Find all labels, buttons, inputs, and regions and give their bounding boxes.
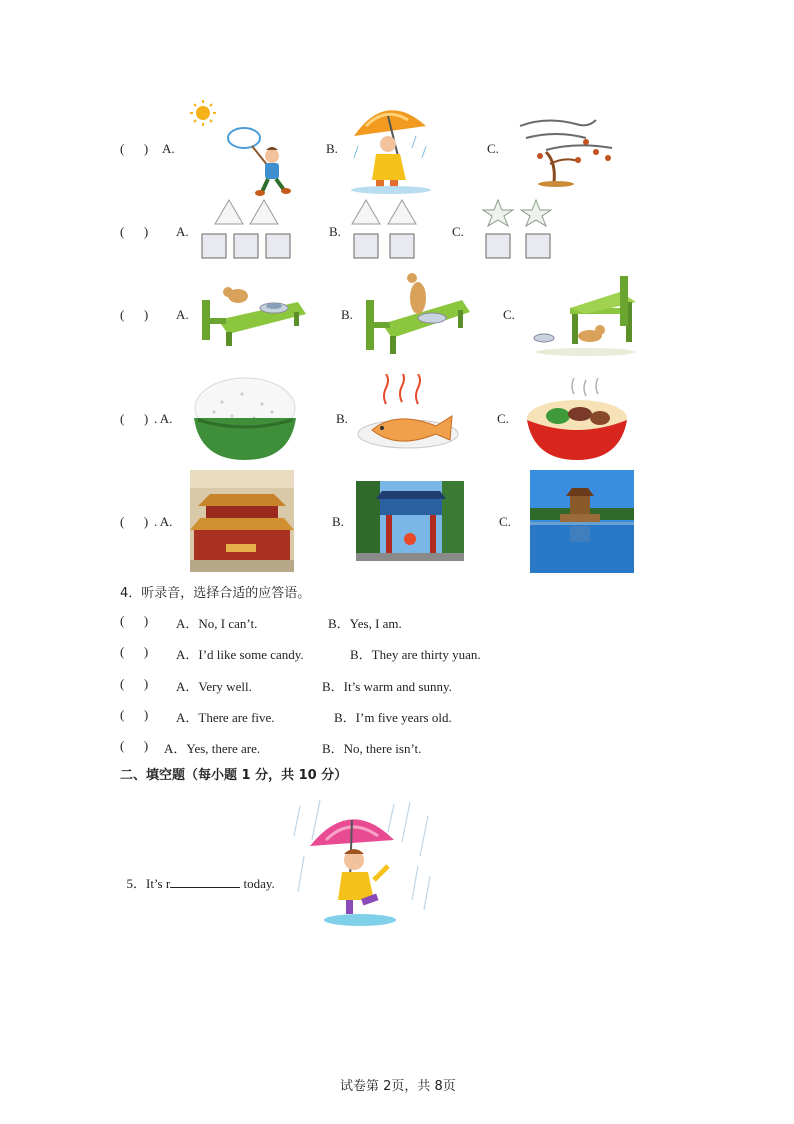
two-stars-two-squares-image	[480, 198, 556, 262]
option-b-text: B．It’s warm and sunny.	[322, 679, 452, 694]
answer-paren[interactable]: ( )	[120, 307, 149, 322]
option-b-text: B．No, there isn’t.	[322, 741, 422, 756]
page-footer: 试卷第 2页，共 8页	[340, 1079, 456, 1094]
answer-paren[interactable]: ( )	[120, 676, 149, 691]
forbidden-city-photo	[190, 470, 294, 572]
option-a-text: A．No, I can’t.	[176, 616, 258, 631]
girl-umbrella-rain-image	[346, 96, 436, 196]
option-a-label: . A.	[154, 411, 173, 426]
two-triangles-three-squares-image	[198, 198, 298, 262]
fish-dish-image	[356, 374, 460, 454]
two-triangles-two-squares-image	[350, 198, 420, 262]
question-5-prefix: 5．It’s r	[126, 876, 171, 891]
option-a-label: A.	[162, 141, 175, 156]
answer-paren[interactable]: ( )	[120, 613, 149, 628]
option-b-text: B．I’m five years old.	[334, 710, 452, 725]
answer-paren[interactable]: ( )	[120, 411, 149, 426]
answer-paren[interactable]: ( )	[120, 738, 149, 753]
option-c-label: C.	[487, 141, 499, 156]
option-b-label: B.	[329, 224, 341, 239]
option-b-label: B.	[332, 514, 344, 529]
answer-paren[interactable]: ( )	[120, 141, 149, 156]
cat-under-table-image	[530, 272, 638, 358]
option-a-label: A.	[176, 307, 189, 322]
option-b-text: B．Yes, I am.	[328, 616, 402, 631]
answer-paren[interactable]: ( )	[120, 644, 149, 659]
beef-noodles-image	[524, 374, 630, 464]
girl-umbrella-rain-image	[290, 796, 436, 932]
section-2-title: 二、填空题（每小题 1 分，共 10 分）	[120, 768, 348, 783]
option-a-text: A．Very well.	[176, 679, 252, 694]
option-b-label: B.	[326, 141, 338, 156]
option-a-text: A．I’d like some candy.	[176, 647, 304, 662]
answer-paren[interactable]: ( )	[120, 224, 149, 239]
option-c-label: C.	[452, 224, 464, 239]
answer-paren[interactable]: ( )	[120, 514, 149, 529]
answer-paren[interactable]: ( )	[120, 707, 149, 722]
option-a-text: A．There are five.	[176, 710, 275, 725]
cat-eating-on-table-image	[362, 270, 470, 358]
sun-icon	[190, 100, 216, 126]
question-4-title: 4．听录音，选择合适的应答语。	[120, 586, 311, 601]
question-5-suffix: today.	[240, 876, 275, 891]
paifang-gate-photo	[356, 481, 464, 561]
bowl-of-rice-image	[192, 372, 298, 462]
fill-blank[interactable]	[170, 875, 240, 888]
windy-tree-image	[516, 112, 620, 188]
option-c-label: C.	[497, 411, 509, 426]
option-a-text: A．Yes, there are.	[164, 741, 261, 756]
boy-butterfly-net-sunny-image	[186, 98, 296, 198]
option-b-text: B．They are thirty yuan.	[350, 647, 481, 662]
option-b-label: B.	[336, 411, 348, 426]
option-a-label: A.	[176, 224, 189, 239]
option-b-label: B.	[341, 307, 353, 322]
question-5	[120, 857, 275, 892]
palace-moat-photo	[530, 470, 634, 573]
option-c-label: C.	[499, 514, 511, 529]
option-c-label: C.	[503, 307, 515, 322]
cat-on-table-image	[198, 280, 306, 348]
option-a-label: . A.	[154, 514, 173, 529]
